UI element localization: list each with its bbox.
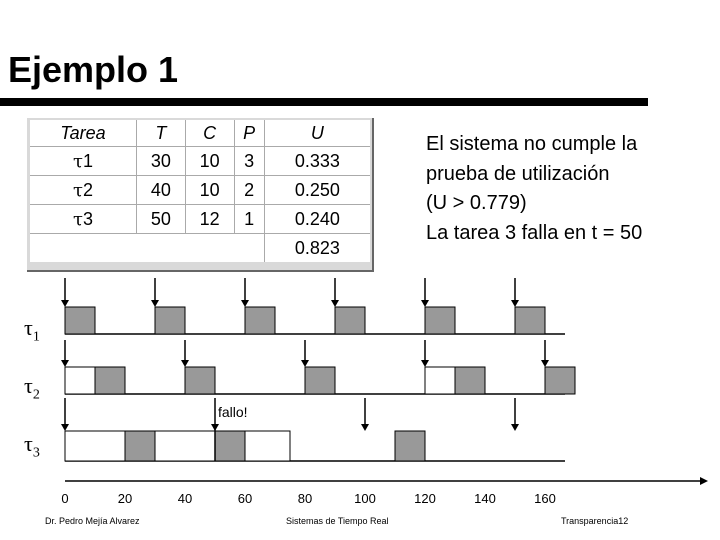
axis-tick-label: 100 xyxy=(354,491,376,506)
release-arrow-head xyxy=(301,360,309,367)
footer-course: Sistemas de Tiempo Real xyxy=(286,516,389,526)
header-utilization: U xyxy=(264,120,370,147)
cell-compute: 12 xyxy=(185,205,234,234)
cell-tarea: τ2 xyxy=(30,176,136,205)
release-arrow-head xyxy=(511,424,519,431)
execution-block xyxy=(215,431,245,461)
execution-block xyxy=(65,307,95,334)
cell-utilization: 0.333 xyxy=(264,147,370,176)
execution-block xyxy=(395,431,425,461)
header-period: T xyxy=(136,120,185,147)
execution-block xyxy=(95,367,125,394)
header-compute: C xyxy=(185,120,234,147)
execution-block xyxy=(155,307,185,334)
footer-slide-number: Transparencia12 xyxy=(561,516,629,526)
execution-block xyxy=(545,367,575,394)
cell-priority: 1 xyxy=(234,205,264,234)
header-priority: P xyxy=(234,120,264,147)
cell-utilization: 0.250 xyxy=(264,176,370,205)
time-axis-arrowhead xyxy=(700,477,708,485)
execution-block xyxy=(185,367,215,394)
note-line: prueba de utilización xyxy=(426,162,610,185)
cell-compute: 10 xyxy=(185,176,234,205)
header-tarea: Tarea xyxy=(30,120,136,147)
task-label-2: $\tau_2$ xyxy=(24,373,40,403)
pending-block xyxy=(65,431,125,461)
axis-tick-label: 60 xyxy=(237,491,253,506)
execution-block xyxy=(515,307,545,334)
task-label-1: $\tau_1$ xyxy=(24,315,40,345)
pending-block xyxy=(65,367,95,394)
execution-block xyxy=(305,367,335,394)
footer-author: Dr. Pedro Mejía Alvarez xyxy=(45,516,140,526)
cell-period: 50 xyxy=(136,205,185,234)
execution-block xyxy=(245,307,275,334)
release-arrow-head xyxy=(61,424,69,431)
execution-block xyxy=(425,307,455,334)
release-arrow-head xyxy=(541,360,549,367)
release-arrow-head xyxy=(61,360,69,367)
release-arrow-head xyxy=(181,360,189,367)
note-line: (U > 0.779) xyxy=(426,192,527,214)
axis-tick-label: 40 xyxy=(177,491,193,506)
release-arrow-head xyxy=(241,300,249,307)
release-arrow-head xyxy=(421,300,429,307)
release-arrow-head xyxy=(331,300,339,307)
release-arrow-head xyxy=(511,300,519,307)
pending-block xyxy=(155,431,215,461)
release-arrow-head xyxy=(151,300,159,307)
cell-period: 40 xyxy=(136,176,185,205)
execution-block xyxy=(455,367,485,394)
note-line: El sistema no cumple la xyxy=(426,133,638,155)
cell-period: 30 xyxy=(136,147,185,176)
execution-block xyxy=(335,307,365,334)
cell-compute: 10 xyxy=(185,147,234,176)
task-label-3: $\tau_3$ xyxy=(24,431,40,461)
release-arrow-head xyxy=(61,300,69,307)
note-line: La tarea 3 falla en t = 50 xyxy=(426,221,643,244)
execution-block xyxy=(125,431,155,461)
axis-tick-label: 160 xyxy=(534,491,556,506)
release-arrow-head xyxy=(421,360,429,367)
axis-tick-label: 80 xyxy=(297,491,313,506)
slide-title: Ejemplo 1 xyxy=(8,49,179,90)
pending-block xyxy=(425,367,455,394)
cell-tarea: τ3 xyxy=(30,205,136,234)
total-utilization: 0.823 xyxy=(264,234,370,263)
pending-block xyxy=(245,431,290,461)
release-arrow-head xyxy=(361,424,369,431)
cell-priority: 3 xyxy=(234,147,264,176)
axis-tick-label: 0 xyxy=(61,491,69,506)
axis-tick-label: 120 xyxy=(414,491,436,506)
cell-utilization: 0.240 xyxy=(264,205,370,234)
cell-tarea: τ1 xyxy=(30,147,136,176)
deadline-miss-label: fallo! xyxy=(218,404,248,420)
axis-tick-label: 140 xyxy=(474,491,496,506)
axis-tick-label: 20 xyxy=(117,491,133,506)
cell-priority: 2 xyxy=(234,176,264,205)
